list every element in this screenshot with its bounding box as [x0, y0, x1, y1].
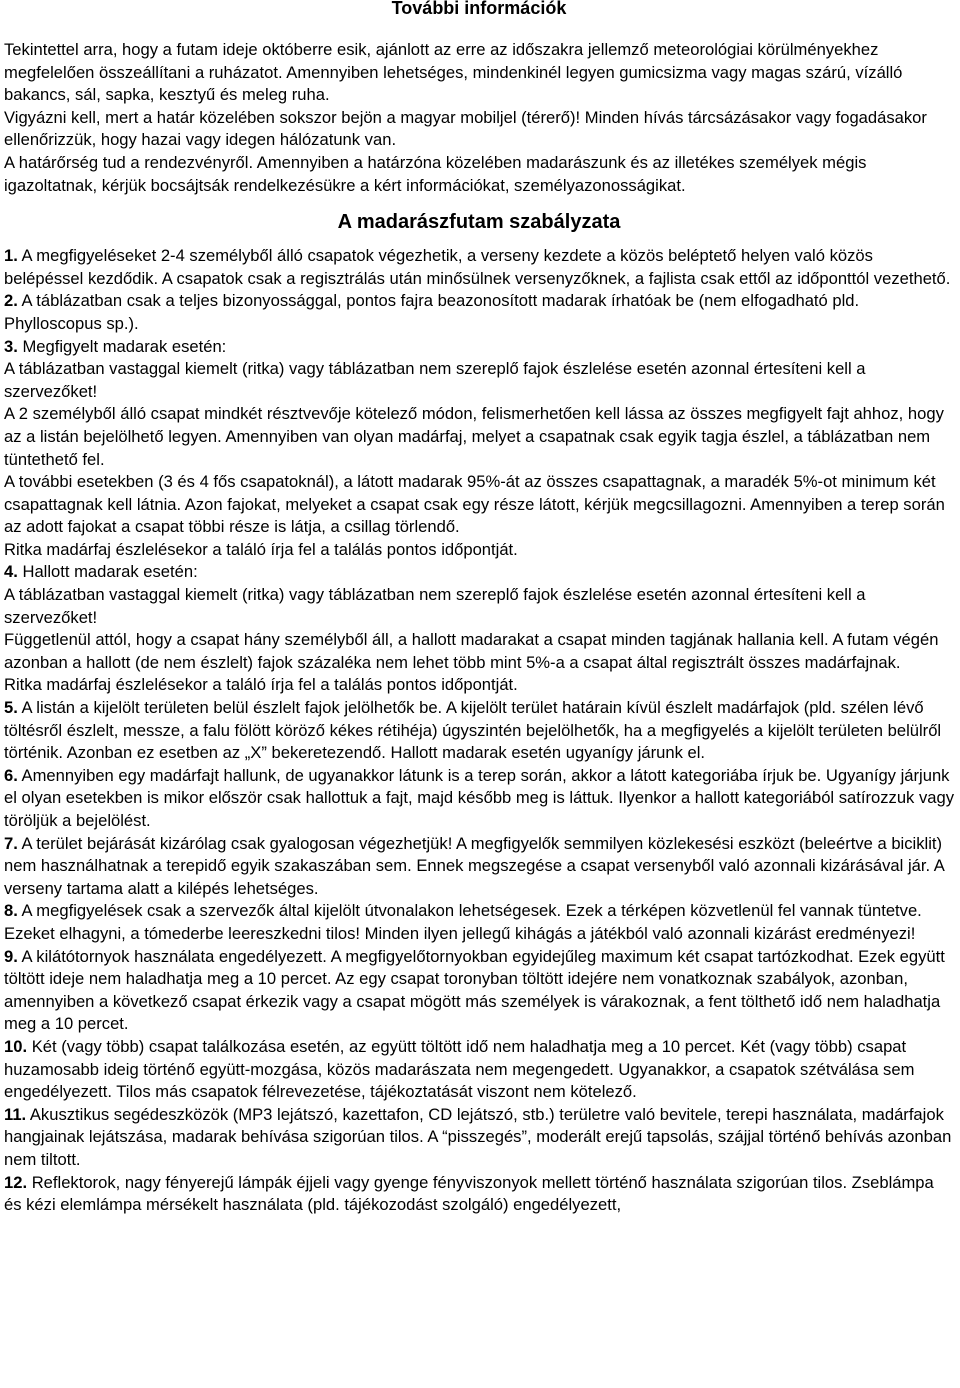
intro-paragraph: Vigyázni kell, mert a határ közelében sokszor bejön a magyar mobiljel (térerő)! Minden hívás tárcsázásakor vagy fogadásakor ellenőrizzük, hogy hazai vagy idegen hálózatunk van.: [4, 107, 927, 150]
rule-text: Két (vagy több) csapat találkozása esetén, az együtt töltött idő nem haladhatja meg a 10 percet. Két (vagy több) csapat huzamosabb ideig történő együtt-mozgása, közös madarászata nem megengedett. Ugyanakkor, a csapatok szétválása sem engedélyezett. Tilos más csapatok félrevezetése, tájékoztatását viszont nem kötelező.: [4, 1036, 915, 1102]
rule-number: 3.: [4, 336, 18, 356]
rule-number: 10.: [4, 1036, 28, 1056]
rule-paragraph: [4, 765, 954, 833]
intro-paragraph: Tekintettel arra, hogy a futam ideje októberre esik, ajánlott az erre az időszakra jellemző meteorológiai körülményekhez megfelelően összeállítani a ruházatot. Amennyiben lehetséges, mindenkinél legyen gumicsizma vagy magas szárú, vízálló bakancs, sál, sapka, kesztyű és meleg ruha.: [4, 40, 903, 105]
document-page: [4, 0, 954, 1217]
rule-text: A táblázatban csak a teljes bizonyossággal, pontos fajra beazonosított madarak írhatóak be (nem elfogadható pld. Phylloscopus sp.).: [4, 291, 860, 333]
rule-paragraph: [4, 697, 954, 765]
intro-paragraph: A határőrség tud a rendezvényről. Amennyiben a határzóna közelében madarászunk és az illetékes személyek mégis igazoltatnak, kérjük bocsájtsák rendelkezésükre a kért információkat, személyazonosságikat.: [4, 152, 867, 195]
rule-paragraph: [4, 900, 954, 945]
rules-title: A madarászfutam szabályzata: [337, 211, 621, 234]
rule-text: A kilátótornyok használata engedélyezett. A megfigyelőtornyokban egyidejűleg maximum két csapat tartózkodhat. Ezek együtt töltött ideje nem haladhatja meg a 10 percet. Az egy csapat toronyban töltött idejére nem vonatkoznak szabályok, azonban, amennyiben a következő csapat érkezik vagy a csapat mögött más személyek is várakoznak, a fent tölthető idő nem haladhatja meg a 10 percet.: [4, 946, 945, 1034]
rule-text: Reflektorok, nagy fényerejű lámpák éjjeli vagy gyenge fényviszonyok mellett történő használata szigorúan tilos. Zseblámpa és kézi elemlámpa mérsékelt használata (pld. tájékozodást szolgáló) engedélyezett,: [4, 1172, 934, 1215]
rule-paragraph: [4, 358, 954, 403]
rule-text: Akusztikus segédeszközök (MP3 lejátszó, kazettafon, CD lejátszó, stb.) területre való bevitele, terepi használata, madárfajok hangjainak lejátszása, madarak behívása szigorúan tilos. A “pisszegés”, moderált erejű tapsolás, szájjal történő behívás azonban nem tiltott.: [4, 1104, 952, 1169]
rule-text: A terület bejárását kizárólag csak gyalogosan végezhetjük! A megfigyelők semmilyen közlekesési eszközt (beleértve a biciklit) nem használhatnak a terepidő egyik szakaszában sem. Ennek megszegése a csapat versenyből való azonnali kizárásával jár. A verseny tartama alatt a kilépés lehetséges.: [4, 833, 944, 898]
rule-number: 12.: [4, 1172, 28, 1192]
rule-text: A megfigyeléseket 2-4 személyből álló csapatok végezhetik, a verseny kezdete a közös beléptető helyen való közös belépéssel kezdődik. A csapatok csak a regisztrálás után minősülnek versenyzőknek, a fajlista csak ettől az időponttól vezethető.: [4, 246, 951, 288]
rule-text: A további esetekben (3 és 4 fős csapatoknál), a látott madarak 95%-át az összes csapattagnak, a maradék 5%-ot minimum két csapattagnak kell látnia. Azon fajokat, melyeket a csapat csak egy része látott, kérjük megcsillagozni. Amennyiben a terep során az adott fajokat a csapat többi része is látja, a csillag törlendő.: [4, 472, 945, 537]
rule-number: 5.: [4, 698, 18, 718]
rule-text: A megfigyelések csak a szervezők által kijelölt útvonalakon lehetségesek. Ezek a térképen közvetlenül fel vannak tüntetve. Ezeket elhagyni, a tómederbe leereszkedni tilos! Minden ilyen jellegű kihágás a játékból való azonnali kizárást eredményezi!: [4, 901, 922, 943]
rule-number: 8.: [4, 901, 18, 921]
rule-text: Amennyiben egy madárfajt hallunk, de ugyanakkor látunk is a terep során, akkor a látott kategoriába írjuk be. Ugyanígy járjunk el olyan esetekben is mikor először csak hallottuk a fajt, majd később meg is láttuk. Ilyenkor a hallott kategoriából satírozzuk vagy töröljük a bejelölést.: [4, 765, 955, 830]
rule-number: 1.: [4, 246, 18, 266]
rule-paragraph: [4, 629, 954, 674]
rule-number: 11.: [4, 1104, 27, 1124]
rule-text: A táblázatban vastaggal kiemelt (ritka) vagy táblázatban nem szereplő fajok észlelése esetén azonnal értesíteni kell a szervezőket!: [4, 585, 866, 627]
rule-paragraph: [4, 245, 954, 290]
rule-paragraph: [4, 946, 954, 1036]
rule-text: Függetlenül attól, hogy a csapat hány személyből áll, a hallott madarakat a csapat minden tagjának hallania kell. A futam végén azonban a hallott (de nem észlelt) fajok százaléka nem lehet több mint 5%-a a csapat által regisztrált összes madárfajnak.: [4, 630, 939, 672]
rule-paragraph: [4, 1172, 954, 1217]
rule-paragraph: [4, 674, 954, 697]
rule-paragraph: [4, 833, 954, 901]
rule-number: 6.: [4, 765, 18, 785]
rule-paragraph: [4, 1104, 954, 1172]
rule-paragraph: [4, 584, 954, 629]
rule-text: Ritka madárfaj észlelésekor a találó írja fel a találás pontos időpontját.: [4, 675, 518, 695]
rule-paragraph: [4, 336, 954, 359]
rule-text: Megfigyelt madarak esetén:: [17, 336, 227, 356]
rule-paragraph: [4, 561, 954, 584]
rule-text: Hallott madarak esetén:: [17, 562, 198, 582]
section-heading: További információk: [391, 0, 567, 18]
rule-paragraph: [4, 471, 954, 539]
rule-number: 2.: [4, 291, 18, 311]
rule-paragraph: [4, 1036, 954, 1104]
rule-text: A táblázatban vastaggal kiemelt (ritka) vagy táblázatban nem szereplő fajok észlelése esetén azonnal értesíteni kell a szervezőket!: [4, 359, 866, 401]
rule-text: A 2 személyből álló csapat mindkét résztvevője kötelező módon, felismerhetően kell lássa az összes megfigyelt fajt ahhoz, hogy az a listán bejelölhető legyen. Amennyiben van olyan madárfaj, melyet a csapatnak csak egyik tagja észlel, a táblázatban nem tüntethető fel.: [4, 404, 944, 469]
rule-number: 4.: [4, 562, 18, 582]
rule-paragraph: [4, 539, 954, 562]
intro-section: [4, 39, 954, 197]
rule-paragraph: [4, 290, 954, 335]
rule-number: 7.: [4, 833, 18, 853]
rule-text: A listán a kijelölt területen belül észlelt fajok jelölhetők be. A kijelölt terület határain kívül észlelt madárfajok (pld. szélen lévő töltésről észlelt, messze, a falu fölött köröző kékes rétihéja) úgyszintén bejelölhetők, ha a megfigyelés a kijelölt területen belülről történik. Azonban ez esetben az „X” bekeretezendő. Hallott madarak esetén ugyanígy járunk el.: [4, 698, 942, 763]
rule-paragraph: [4, 403, 954, 471]
rule-number: 9.: [4, 946, 18, 966]
rule-text: Ritka madárfaj észlelésekor a találó írja fel a találás pontos időpontját.: [4, 539, 518, 559]
rules-list: [4, 245, 954, 1217]
